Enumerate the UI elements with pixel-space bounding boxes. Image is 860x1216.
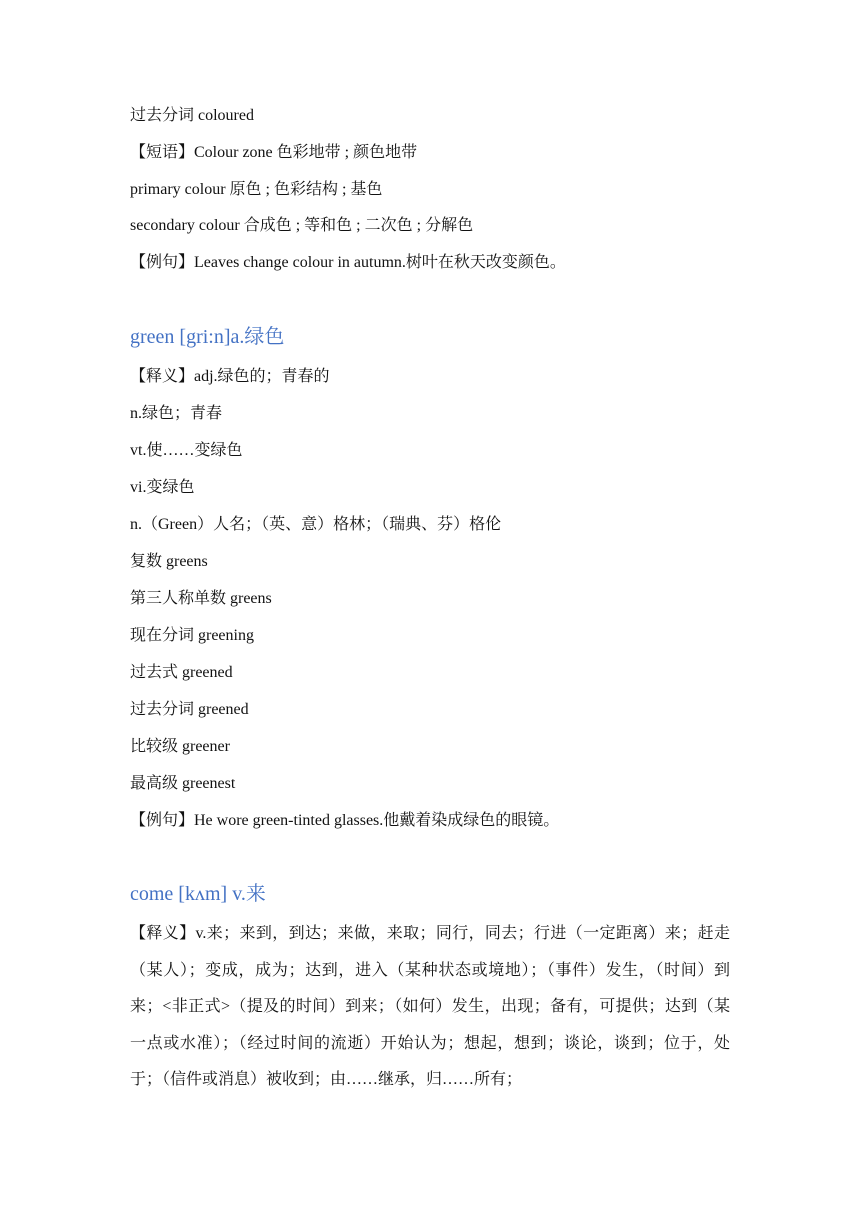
green-third-person: 第三人称单数 greens (130, 590, 272, 607)
green-past-participle: 过去分词 greened (130, 701, 249, 718)
green-definition: 【释义】adj.绿色的；青春的 (130, 368, 330, 385)
colour-past-participle: 过去分词 coloured (130, 107, 254, 124)
green-present-participle: 现在分词 greening (130, 627, 254, 644)
green-proper-noun: n.（Green）人名；（英、意）格林；（瑞典、芬）格伦 (130, 516, 502, 533)
green-example: 【例句】He wore green-tinted glasses.他戴着染成绿色的眼镜。 (130, 812, 560, 829)
colour-example: 【例句】Leaves change colour in autumn.树叶在秋天改变颜色。 (130, 254, 566, 271)
green-plural: 复数 greens (130, 553, 208, 570)
colour-phrase-primary: primary colour 原色 ; 色彩结构 ; 基色 (130, 181, 383, 198)
green-heading: green [gri:n]a.绿色 (130, 326, 285, 348)
green-vt: vt.使……变绿色 (130, 442, 243, 459)
green-past-tense: 过去式 greened (130, 664, 233, 681)
green-comparative: 比较级 greener (130, 738, 230, 755)
come-definition: 【释义】v.来；来到，到达；来做，来取；同行，同去；行进（一定距离）来；赶走（某人）；变成，成为；达到，进入（某种状态或境地）；（事件）发生，（时间）到来；<非正式>（提及的时间）到来；（如何）发生，出现；备有，可提供；达到（某一点或水准）；（经过时间的流逝）开始认为；想起，想到；谈论，谈到；位于，处于；（信件或消息）被收到；由……继承，归……所有； (130, 925, 730, 1088)
green-noun: n.绿色；青春 (130, 405, 223, 422)
colour-phrase: 【短语】Colour zone 色彩地带 ; 颜色地带 (130, 144, 418, 161)
green-superlative: 最高级 greenest (130, 775, 236, 792)
colour-phrase-secondary: secondary colour 合成色 ; 等和色 ; 二次色 ; 分解色 (130, 217, 474, 234)
come-heading: come [kʌm] v.来 (130, 883, 266, 905)
green-vi: vi.变绿色 (130, 479, 195, 496)
